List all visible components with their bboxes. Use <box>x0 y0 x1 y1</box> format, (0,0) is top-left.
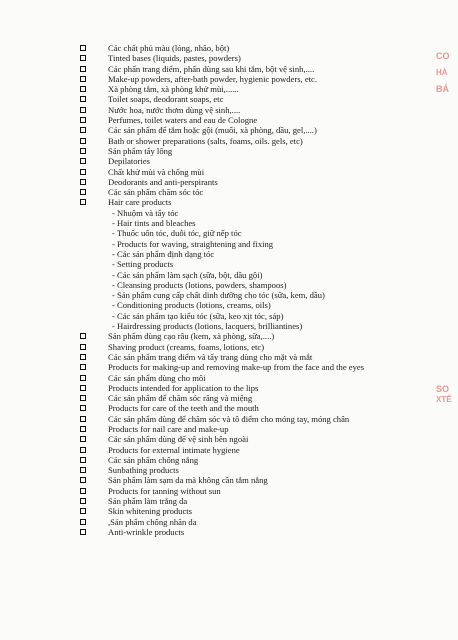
checkbox[interactable] <box>80 127 86 133</box>
item-label: Products for tanning without sun <box>108 485 221 496</box>
list-item <box>80 486 440 496</box>
list-item <box>80 496 440 506</box>
checkbox[interactable] <box>80 467 86 473</box>
item-label: Các sản phẩm dùng để chăm sóc và tô điểm cho móng tay, móng chân <box>108 413 350 424</box>
checkbox[interactable] <box>80 138 86 144</box>
list-item <box>80 465 440 475</box>
list-item <box>80 136 440 146</box>
list-item <box>80 445 440 455</box>
stamp-top-line-3: BÁ <box>436 84 449 94</box>
item-label: Make-up powders, after-bath powder, hygienic powders, etc. <box>108 73 318 84</box>
stamp-bottom <box>436 385 458 404</box>
item-label: Xà phòng tắm, xà phòng khử mùi,...... <box>108 84 239 95</box>
item-label: - Conditioning products (lotions, creams, oils) <box>112 300 271 311</box>
list-item <box>80 475 440 485</box>
list-item <box>80 434 440 444</box>
item-label: Sunbathing products <box>108 465 179 476</box>
checkbox[interactable] <box>80 66 86 72</box>
list-item <box>80 167 440 177</box>
checkbox[interactable] <box>80 76 86 82</box>
checkbox[interactable] <box>80 477 86 483</box>
item-label: - Cleansing products (lotions, powders, shampoos) <box>112 279 287 290</box>
list-item <box>80 393 440 403</box>
item-label: Nước hoa, nước thơm dùng vệ sinh,.... <box>108 104 241 115</box>
checkbox[interactable] <box>80 508 86 514</box>
list-item <box>80 115 440 125</box>
item-label: Các sản phẩm dùng để vệ sinh bên ngoài <box>108 434 249 445</box>
list-item <box>80 218 440 228</box>
list-item <box>80 352 440 362</box>
stamp-top-line-2: HÀ <box>436 68 448 77</box>
item-label: Các sản phẩm chăm sóc tóc <box>108 187 204 198</box>
item-label: Chất khử mùi và chống mùi <box>108 166 205 177</box>
checkbox[interactable] <box>80 426 86 432</box>
stamp-top <box>436 52 458 94</box>
item-label: - Hairdressing products (lotions, lacquers, brilliantines) <box>112 321 303 332</box>
checkbox[interactable] <box>80 117 86 123</box>
checkbox[interactable] <box>80 86 86 92</box>
checkbox[interactable] <box>80 107 86 113</box>
list-item <box>80 208 440 218</box>
item-label: Hair care products <box>108 197 172 208</box>
item-label: Các sản phẩm trang điểm và tẩy trang dùng cho mặt và mắt <box>108 351 313 362</box>
list-item <box>80 249 440 259</box>
item-label: Toilet soaps, deodorant soaps, etc <box>108 94 224 105</box>
list-item <box>80 414 440 424</box>
item-label: - Sản phẩm cung cấp chất dinh dưỡng cho tóc (sữa, kem, dầu) <box>112 290 325 301</box>
product-checklist <box>80 43 440 537</box>
list-item <box>80 177 440 187</box>
list-item <box>80 94 440 104</box>
list-item <box>80 331 440 341</box>
list-item <box>80 506 440 516</box>
checkbox[interactable] <box>80 519 86 525</box>
item-label: Products intended for application to the lips <box>108 382 259 393</box>
item-label: Skin whitening products <box>108 506 193 517</box>
checkbox[interactable] <box>80 375 86 381</box>
checkbox[interactable] <box>80 529 86 535</box>
list-item <box>80 259 440 269</box>
list-item <box>80 74 440 84</box>
item-label: - Các sản phẩm tạo kiểu tóc (sữa, keo xịt tóc, sáp) <box>112 310 284 321</box>
item-label: - Các sản phẩm làm sạch (sữa, bột, dầu gội) <box>112 269 263 280</box>
item-label: - Setting products <box>112 259 174 270</box>
item-label: Các sản phẩm để chăm sóc răng và miệng <box>108 393 253 404</box>
item-label: Shaving product (creams, foams, lotions, etc) <box>108 341 265 352</box>
item-label: ,Sản phẩm chống nhăn da <box>108 516 197 527</box>
list-item <box>80 290 440 300</box>
item-label: Tinted bases (liquids, pastes, powders) <box>108 53 241 64</box>
list-item <box>80 517 440 527</box>
list-item <box>80 342 440 352</box>
checkbox[interactable] <box>80 344 86 350</box>
checkbox[interactable] <box>80 333 86 339</box>
item-label: Sản phẩm làm trắng da <box>108 496 188 507</box>
stamp-bottom-line-1: SỐ <box>436 385 450 394</box>
item-label: Các sản phẩm để tắm hoặc gội (muối, xà phòng, dầu, gel,....) <box>108 125 317 136</box>
list-item <box>80 125 440 135</box>
checkbox[interactable] <box>80 148 86 154</box>
list-item <box>80 270 440 280</box>
list-item <box>80 64 440 74</box>
list-item <box>80 105 440 115</box>
list-item <box>80 373 440 383</box>
list-item <box>80 280 440 290</box>
checkbox[interactable] <box>80 169 86 175</box>
stamp-top-line-1: CÔ <box>436 52 450 61</box>
item-label: Products for making-up and removing make-up from the face and the eyes <box>108 362 365 373</box>
checkbox[interactable] <box>80 385 86 391</box>
list-item <box>80 84 440 94</box>
list-item <box>80 239 440 249</box>
item-label: Bath or shower preparations (salts, foams, oils. gels, etc) <box>108 135 303 146</box>
stamp-bottom-line-2: XTẾ <box>436 395 452 404</box>
item-label: - Các sản phẩm định dạng tóc <box>112 248 215 259</box>
item-label: Sản phẩm làm sạm da mà không cần tắm nắng <box>108 475 268 486</box>
item-label: Products for external intimate hygiene <box>108 444 240 455</box>
list-item <box>80 424 440 434</box>
item-label: Depilatories <box>108 156 150 167</box>
checkbox[interactable] <box>80 158 86 164</box>
list-item <box>80 156 440 166</box>
list-item <box>80 146 440 156</box>
checkbox[interactable] <box>80 189 86 195</box>
item-label: Anti-wrinkle products <box>108 526 185 537</box>
item-label: Sản phẩm tẩy lông <box>108 145 173 156</box>
checkbox[interactable] <box>80 199 86 205</box>
item-label: - Thuốc uốn tóc, duỗi tóc, giữ nếp tóc <box>112 228 242 239</box>
item-label: Products for care of the teeth and the mouth <box>108 403 259 414</box>
item-label: Perfumes, toilet waters and eau de Cologne <box>108 115 258 126</box>
list-item <box>80 455 440 465</box>
checkbox[interactable] <box>80 354 86 360</box>
checkbox[interactable] <box>80 436 86 442</box>
list-item <box>80 383 440 393</box>
list-item <box>80 311 440 321</box>
item-label: - Nhuộm và tẩy tóc <box>112 207 179 218</box>
list-item <box>80 527 440 537</box>
checkbox[interactable] <box>80 488 86 494</box>
item-label: Products for nail care and make-up <box>108 423 229 434</box>
checkbox[interactable] <box>80 457 86 463</box>
list-item <box>80 187 440 197</box>
list-item <box>80 43 440 53</box>
checkbox[interactable] <box>80 395 86 401</box>
list-item <box>80 53 440 63</box>
list-item <box>80 228 440 238</box>
checkbox[interactable] <box>80 498 86 504</box>
checkbox[interactable] <box>80 447 86 453</box>
item-label: Các sản phẩm chống nắng <box>108 454 199 465</box>
list-item <box>80 197 440 207</box>
item-label: Các chất phủ màu (lỏng, nhão, bột) <box>108 43 230 53</box>
checkbox[interactable] <box>80 416 86 422</box>
checkbox[interactable] <box>80 364 86 370</box>
checkbox[interactable] <box>80 45 86 51</box>
item-label: Sản phẩm dùng cạo râu (kem, xà phòng, sữa,....) <box>108 331 275 342</box>
list-item <box>80 300 440 310</box>
list-item <box>80 362 440 372</box>
item-label: Deodorants and anti-perspirants <box>108 176 218 187</box>
item-label: Các sản phẩm dùng cho môi <box>108 372 206 383</box>
checkbox[interactable] <box>80 405 86 411</box>
item-label: - Products for waving, straightening and fixing <box>112 238 274 249</box>
item-label: Các phấn trang điểm, phấn dùng sau khi tắm, bột vệ sinh,.... <box>108 63 315 74</box>
checkbox[interactable] <box>80 55 86 61</box>
list-item <box>80 321 440 331</box>
checkbox[interactable] <box>80 179 86 185</box>
item-label: - Hair tints and bleaches <box>112 218 196 229</box>
list-item <box>80 403 440 413</box>
checkbox[interactable] <box>80 96 86 102</box>
